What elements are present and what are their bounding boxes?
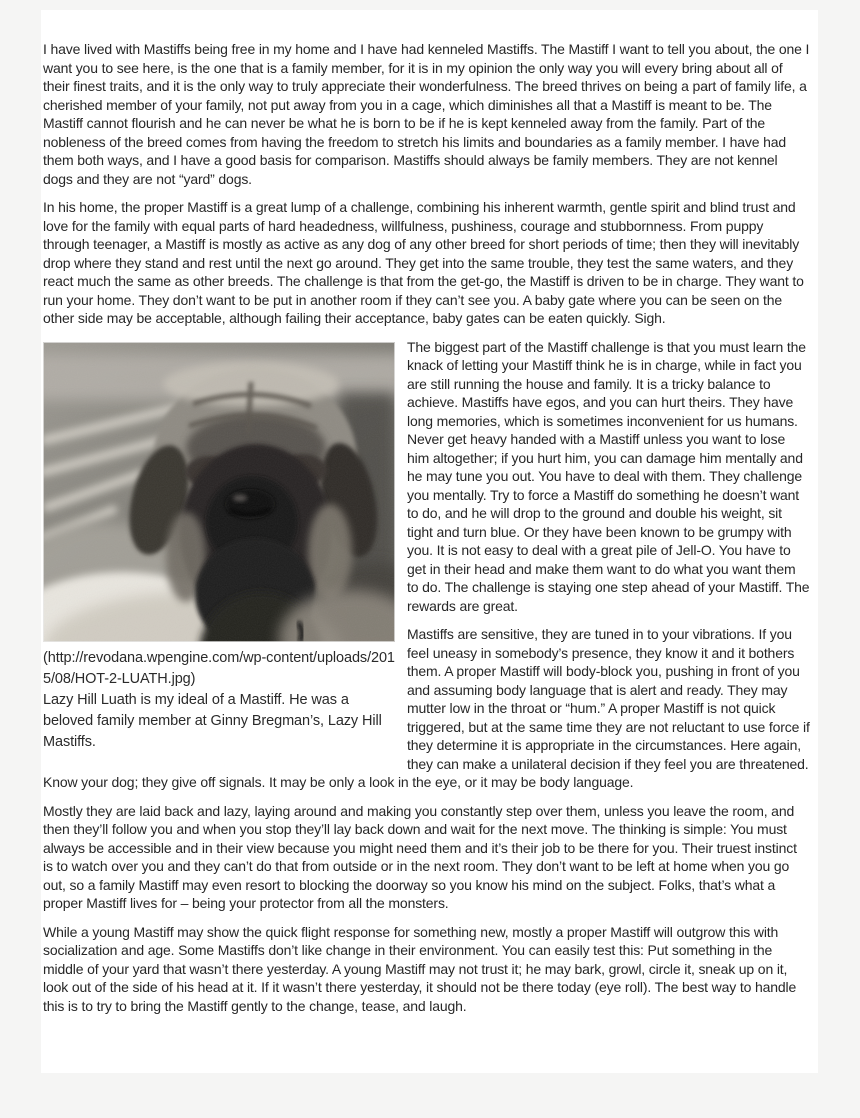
paragraph-laid-back: Mostly they are laid back and lazy, laying around and making you constantly step over them, unless you leave the room, and then they’ll follow you and when you stop they’ll lay back down and wait for the next move. The thinking is simple: You must always be accessible and in their view because you might need them and it’s their job to be there for you. Their truest instinct is to watch over you and they can’t do that from outside or in the next room. They don’t want to be left at home when you go out, so a family Mastiff may even resort to blocking the doorway so you know his mind on the subject. Folks, that’s what a proper Mastiff lives for – being your protector from all the monsters. (43, 802, 797, 911)
paragraph-young-mastiff: While a young Mastiff may show the quick flight response for something new, mostly a proper Mastiff will outgrow this with socialization and age. Some Mastiffs don’t like change in their environment. You can easily test this: Put something in the middle of your yard that wasn’t there yesterday. A young Mastiff may not trust it; he may bark, growl, circle it, sneak up on it, look out of the side of his head at it. If it wasn’t there yesterday, it should not be there today (eye roll). The best way to handle this is to try to bring the Mastiff gently to the change, tease, and laugh. (43, 923, 797, 1014)
mastiff-photo[interactable] (43, 342, 395, 642)
paragraph-sensitive: Mastiffs are sensitive, they are tuned in to your vibrations. If you feel uneasy in somebody’s presence, they know it and it bothers them. A proper Mastiff will body-block you, pushing in front of you and assuming body language that is alert and ready. They may mutter low in the throat or “hum.” A proper Mastiff is not quick triggered, but at the same time they are not reluctant to use force if they determine it is appropriate in the circumstances. Here again, they can make a unilateral decision if they feel you are threatened. Know your dog; they give off signals. It may be only a look in the eye, or it may be body language. (43, 626, 810, 790)
caption-text: Lazy Hill Luath is my ideal of a Mastiff. He was a beloved family member at Ginny Bregman’s, Lazy Hill Mastiffs. (43, 691, 382, 750)
photo-figure (43, 342, 395, 753)
caption-url-link[interactable]: (http://revodana.wpengine.com/wp-content/uploads/2015/08/HOT-2-LUATH.jpg) (43, 649, 395, 687)
photo-caption (43, 648, 395, 753)
paragraph-think-charge: The biggest part of the Mastiff challenge is that you must learn the knack of letting your Mastiff think he is in charge, while in fact you are still running the house and family. It is a tricky balance to achieve. Mastiffs have egos, and you can hurt theirs. They have long memories, which is sometimes inconvenient for us humans. Never get heavy handed with a Mastiff unless you want to lose him altogether; if you hurt him, you can damage him mentally and he may tune you out. You have to deal with them. They challenge you mentally. Try to force a Mastiff do something he doesn’t want to do, and he will drop to the ground and double his weight, sit tight and turn blue. Or they have been known to be grumpy with you. It is not easy to deal with a great pile of Jell-O. You have to get in their head and make them want to do what you want them to do. The challenge is staying one step ahead of your Mastiff. The rewards are great. (407, 338, 810, 614)
article (41, 10, 818, 1015)
mastiff-photo-image (43, 342, 395, 642)
paragraph-intro: I have lived with Mastiffs being free in my home and I have had kenneled Mastiffs. The Mastiff I want to tell you about, the one I want you to see here, is the one that is a family member, for it is in my opinion the only way you will every bring about all of their finest traits, and it is the only way to truly appreciate their wonderfulness. The breed thrives on being a part of family life, a cherished member of your family, not put away from you in a cage, which diminishes all that a Mastiff is meant to be. The Mastiff cannot flourish and he can never be what he is born to be if he is kept kenneled away from the family. Part of the nobleness of the breed comes from having the freedom to stretch his limits and boundaries as a family member. I have had them both ways, and I have a good basis for comparison. Mastiffs should always be family members. They are not kennel dogs and they are not “yard” dogs. (43, 41, 810, 187)
paragraph-challenge: In his home, the proper Mastiff is a great lump of a challenge, combining his inherent warmth, gentle spirit and blind trust and love for the family with equal parts of hard headedness, willfulness, pushiness, courage and stubbornness. From puppy through teenager, a Mastiff is mostly as active as any dog of any other breed for short periods of time; then they will inevitably drop where they stand and rest until the next go around. They get into the same trouble, they test the same waters, and they react much the same as other breeds. The challenge is that from the get-go, the Mastiff is driven to be in charge. They want to run your home. They don’t want to be put in another room if they can’t see you. A baby gate where you can be seen on the other side may be acceptable, although failing their acceptance, baby gates can be eaten quickly. Sigh. (43, 199, 804, 326)
article-page (41, 10, 818, 1073)
